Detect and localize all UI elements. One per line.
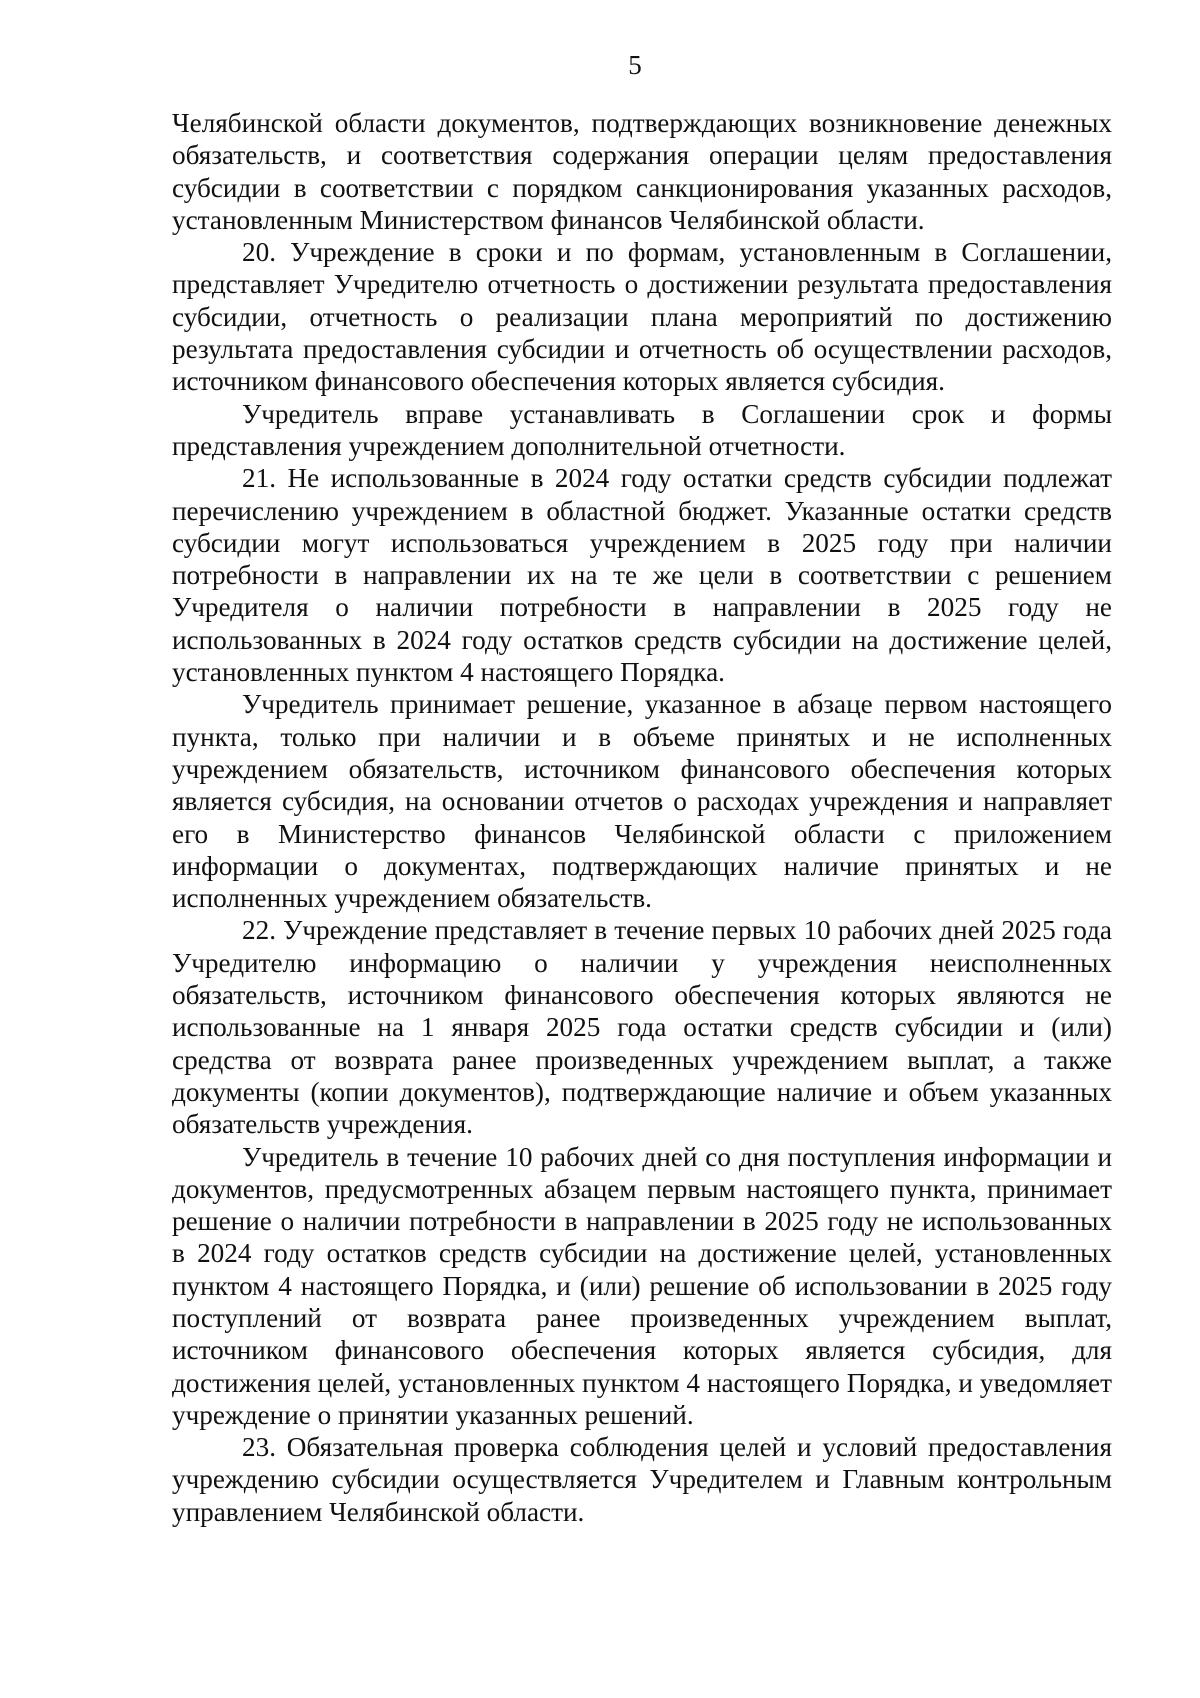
paragraph-item-20: 20. Учреждение в сроки и по формам, установленным в Соглашении, представляет Учредителю отчетность о достижении результата предоставления субсидии, отчетность о реализации плана мероприятий по достижению результата предоставления субсидии и отчетность об осуществлении расходов, источником финансового обеспечения которых является субсидия. <box>172 237 1112 397</box>
document-body <box>172 107 1112 1528</box>
paragraph-item-23: 23. Обязательная проверка соблюдения целей и условий предоставления учреждению субсидии осуществляется Учредителем и Главным контрольным управлением Челябинской области. <box>172 1432 1112 1527</box>
paragraph: Учредитель принимает решение, указанное в абзаце первом настоящего пункта, только при наличии и в объеме принятых и не исполненных учреждением обязательств, источником финансового обеспечения которых является субсидия, на основании отчетов о расходах учреждения и направляет его в Министерство финансов Челябинской области с приложением информации о документах, подтверждающих наличие принятых и не исполненных учреждением обязательств. <box>172 689 1112 914</box>
paragraph: Челябинской области документов, подтверждающих возникновение денежных обязательств, и соответствия содержания операции целям предоставления субсидии в соответствии с порядком санкционирования указанных расходов, установленным Министерством финансов Челябинской области. <box>172 108 1112 235</box>
paragraph-item-22: 22. Учреждение представляет в течение первых 10 рабочих дней 2025 года Учредителю информацию о наличии у учреждения неисполненных обязательств, источником финансового обеспечения которых являются не использованные на 1 января 2025 года остатки средств субсидии и (или) средства от возврата ранее произведенных учреждением выплат, а также документы (копии документов), подтверждающие наличие и объем указанных обязательств учреждения. <box>172 915 1112 1140</box>
page-number: 5 <box>628 50 642 80</box>
paragraph: Учредитель в течение 10 рабочих дней со дня поступления информации и документов, предусмотренных абзацем первым настоящего пункта, принимает решение о наличии потребности в направлении в 2025 году не использованных в 2024 году остатков средств субсидии на достижение целей, установленных пунктом 4 настоящего Порядка, и (или) решение об использовании в 2025 году поступлений от возврата ранее произведенных учреждением выплат, источником финансового обеспечения которых является субсидия, для достижения целей, установленных пунктом 4 настоящего Порядка, и уведомляет учреждение о принятии указанных решений. <box>172 1141 1112 1430</box>
paragraph-item-21: 21. Не использованные в 2024 году остатки средств субсидии подлежат перечислению учреждением в областной бюджет. Указанные остатки средств субсидии могут использоваться учреждением в 2025 году при наличии потребности в направлении их на те же цели в соответствии с решением Учредителя о наличии потребности в направлении в 2025 году не использованных в 2024 году остатков средств субсидии на достижение целей, установленных пунктом 4 настоящего Порядка. <box>172 463 1112 688</box>
paragraph: Учредитель вправе устанавливать в Соглашении срок и формы представления учреждением дополнительной отчетности. <box>172 398 1112 461</box>
